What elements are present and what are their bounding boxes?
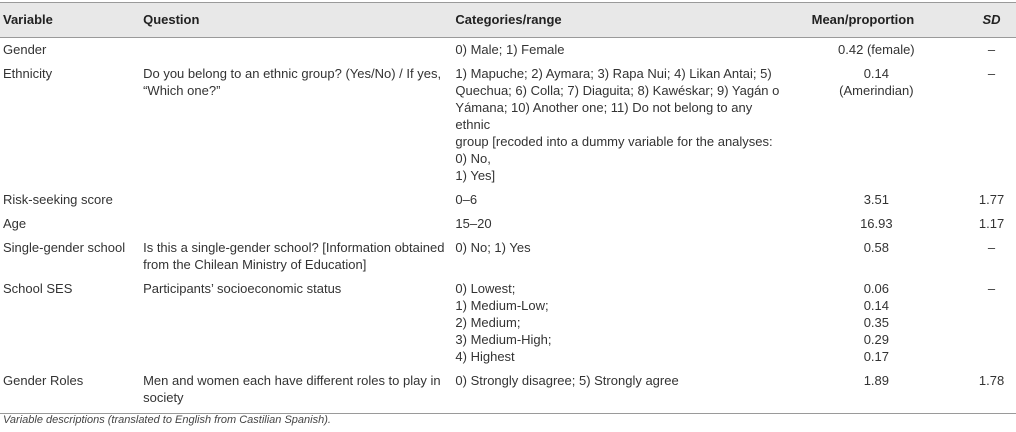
header-mean: Mean/proportion [786,3,967,38]
cell-categories: 0) Strongly disagree; 5) Strongly agree [451,369,785,414]
cell-variable: Gender [3,42,47,57]
cell-question: Do you belong to an ethnic group? (Yes/No) / If yes, “Which one?” [143,66,442,98]
cell-sd: 1.78 [967,369,1016,414]
cell-question [139,188,451,212]
cell-variable: Single-gender school [3,240,126,255]
cell-question: Men and women each have different roles to play in society [139,369,451,414]
table-row [0,62,1016,188]
cell-mean: 0.14 (Amerindian) [839,66,914,98]
cell-sd: – [987,66,996,81]
cell-variable: Ethnicity [3,66,53,81]
cell-sd: – [987,281,996,296]
cell-categories: 15–20 [455,216,492,231]
cell-question [139,212,451,236]
table-header-row [0,3,1016,38]
cell-sd: 1.17 [978,216,1005,231]
cell-mean: 3.51 [863,192,889,207]
header-question: Question [139,3,451,38]
cell-mean: 0.06 0.14 0.35 0.29 0.17 [863,281,889,364]
table-row [0,277,1016,369]
header-sd: SD [967,3,1016,38]
cell-sd: 1.77 [978,192,1005,207]
cell-variable: Gender Roles [0,369,139,414]
cell-mean: 16.93 [860,216,893,231]
cell-categories: 0) Lowest; 1) Medium-Low; 2) Medium; 3) Medium-High; 4) Highest [455,281,552,364]
table-row [0,369,1016,414]
cell-variable: Risk-seeking score [3,192,113,207]
cell-mean: 0.58 [863,240,889,255]
cell-sd: – [987,42,996,57]
cell-question [139,38,451,63]
cell-question: Participants’ socioeconomic status [143,281,342,296]
cell-mean: 1.89 [786,369,967,414]
variables-table [0,2,1016,414]
cell-mean: 0.42 (female) [838,42,915,57]
header-variable: Variable [0,3,139,38]
cell-variable: Age [3,216,27,231]
cell-variable: School SES [3,281,73,296]
table-caption: Variable descriptions (translated to English from Castilian Spanish). [3,414,331,426]
cell-sd: – [987,240,996,255]
cell-categories: 0) No; 1) Yes [455,240,531,255]
cell-categories: 1) Mapuche; 2) Aymara; 3) Rapa Nui; 4) Likan Antai; 5) Quechua; 6) Colla; 7) Diaguita; 8) Kawéskar; 9) Yagán o Yámana; 10) Another one; 11) Do not belong to any ethnic group [recoded into a dummy variable for the analyses: 0) No, 1) Yes] [455,66,780,183]
header-categories: Categories/range [451,3,785,38]
table-row [0,38,1016,63]
cell-categories: 0) Male; 1) Female [455,42,565,57]
cell-categories: 0–6 [455,192,478,207]
table-row [0,236,1016,277]
table-row [0,212,1016,236]
cell-question: Is this a single-gender school? [Information obtained from the Chilean Ministry of Education] [143,240,445,272]
table-row [0,188,1016,212]
